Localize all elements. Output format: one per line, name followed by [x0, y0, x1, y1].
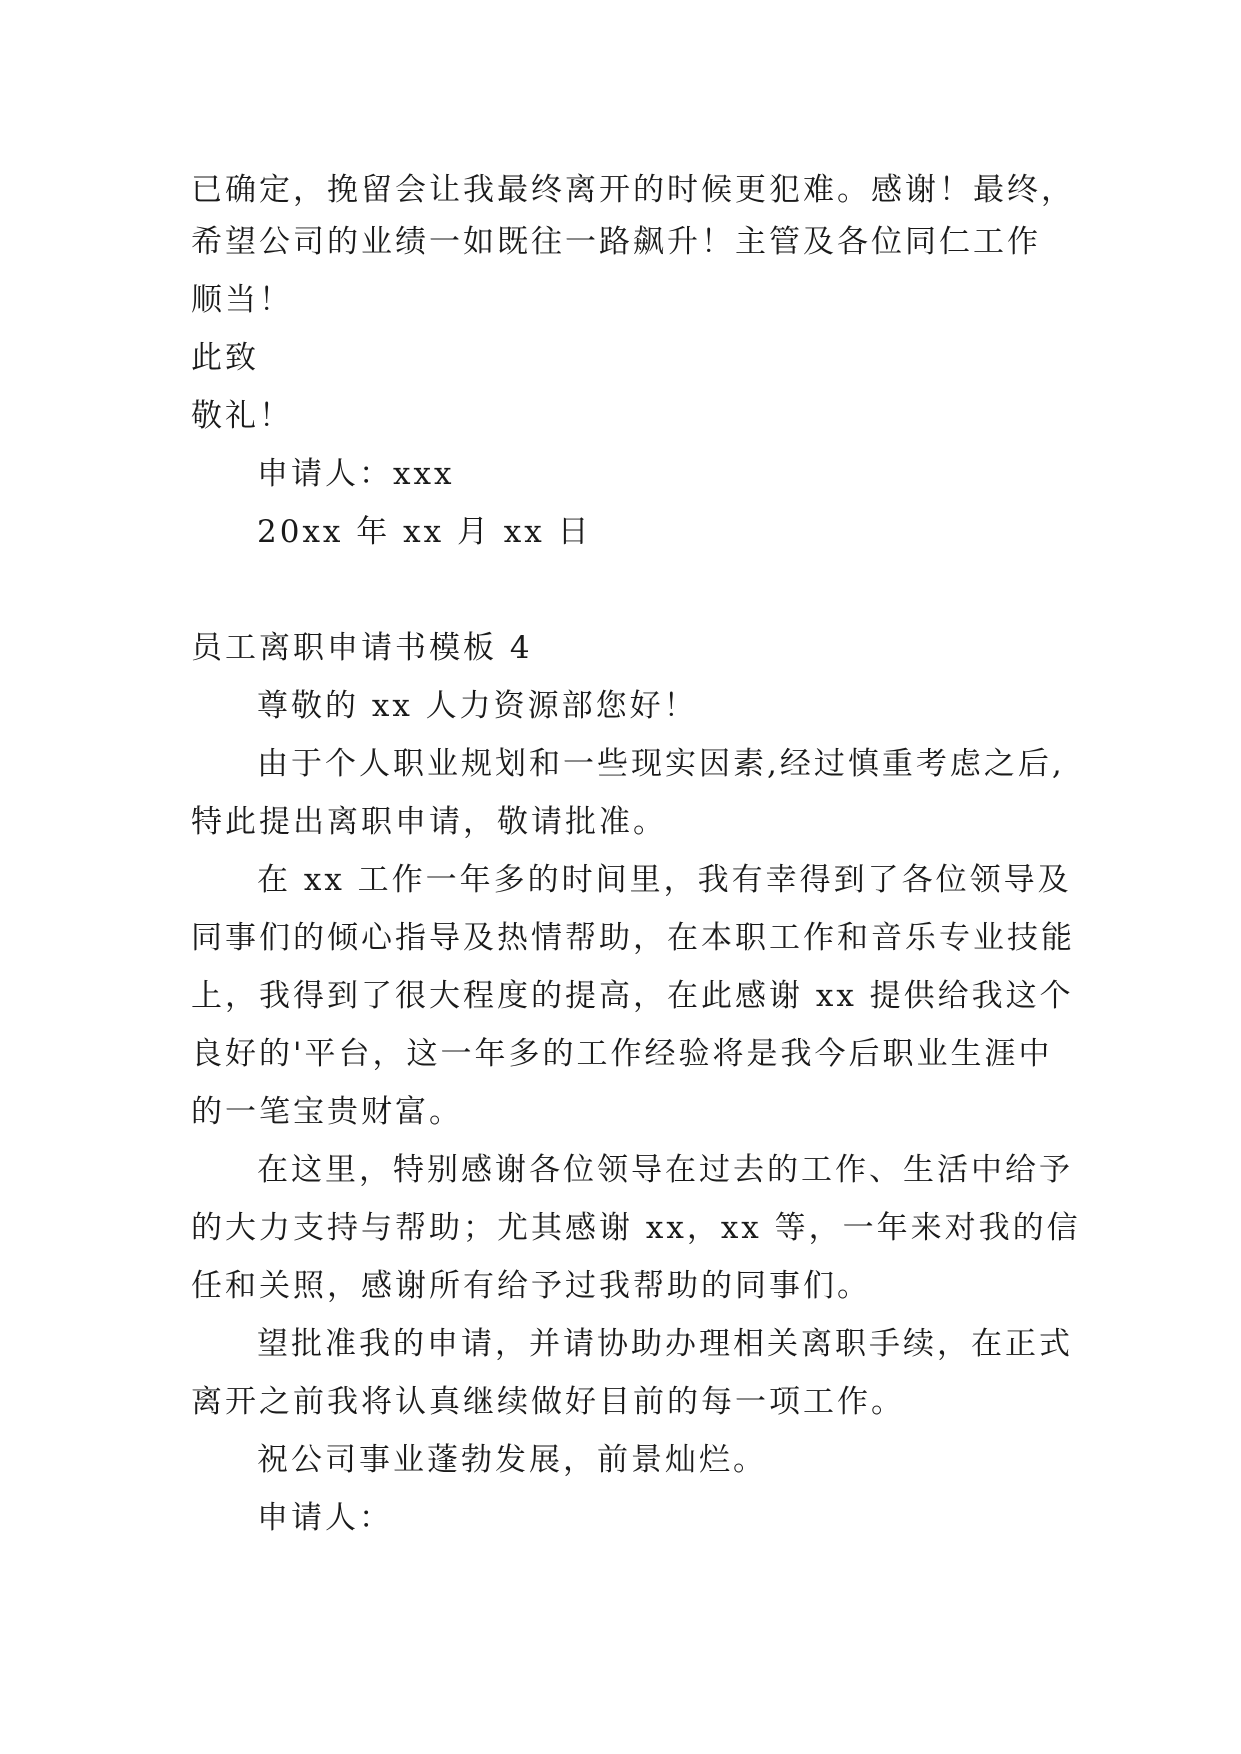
text-line: 希望公司的业绩一如既往一路飙升！主管及各位同仁工作 [191, 224, 1041, 260]
closing-regards: 敬礼！ [191, 398, 293, 434]
text-line: 良好的'平台，这一年多的工作经验将是我今后职业生涯中 [191, 1036, 1053, 1072]
text-line: 顺当！ [191, 282, 293, 318]
text-line: 同事们的倾心指导及热情帮助，在本职工作和音乐专业技能 [191, 920, 1075, 956]
text-line: 离开之前我将认真继续做好目前的每一项工作。 [191, 1384, 905, 1420]
section-title: 员工离职申请书模板 4 [191, 630, 533, 666]
text-line: 上，我得到了很大程度的提高，在此感谢 xx 提供给我这个 [191, 978, 1074, 1014]
applicant-signature: 申请人：xxx [257, 456, 455, 492]
text-line: 任和关照，感谢所有给予过我帮助的同事们。 [191, 1268, 871, 1304]
applicant-label: 申请人： [257, 1500, 393, 1536]
text-line: 的一笔宝贵财富。 [191, 1094, 463, 1130]
text-line: 由于个人职业规划和一些现实因素,经过慎重考虑之后, [257, 746, 1065, 782]
text-line: 已确定，挽留会让我最终离开的时候更犯难。感谢！最终， [191, 172, 1075, 208]
text-line: 特此提出离职申请，敬请批准。 [191, 804, 667, 840]
text-line: 在 xx 工作一年多的时间里，我有幸得到了各位领导及 [257, 862, 1072, 898]
text-line: 望批准我的申请，并请协助办理相关离职手续，在正式 [257, 1326, 1073, 1362]
text-line: 在这里，特别感谢各位领导在过去的工作、生活中给予 [257, 1152, 1073, 1188]
text-line: 的大力支持与帮助；尤其感谢 xx，xx 等，一年来对我的信 [191, 1210, 1081, 1246]
greeting: 尊敬的 xx 人力资源部您好！ [257, 688, 698, 724]
text-line: 祝公司事业蓬勃发展，前景灿烂。 [257, 1442, 767, 1478]
date-line: 20xx 年 xx 月 xx 日 [257, 514, 592, 550]
closing-salutation: 此致 [191, 340, 259, 376]
